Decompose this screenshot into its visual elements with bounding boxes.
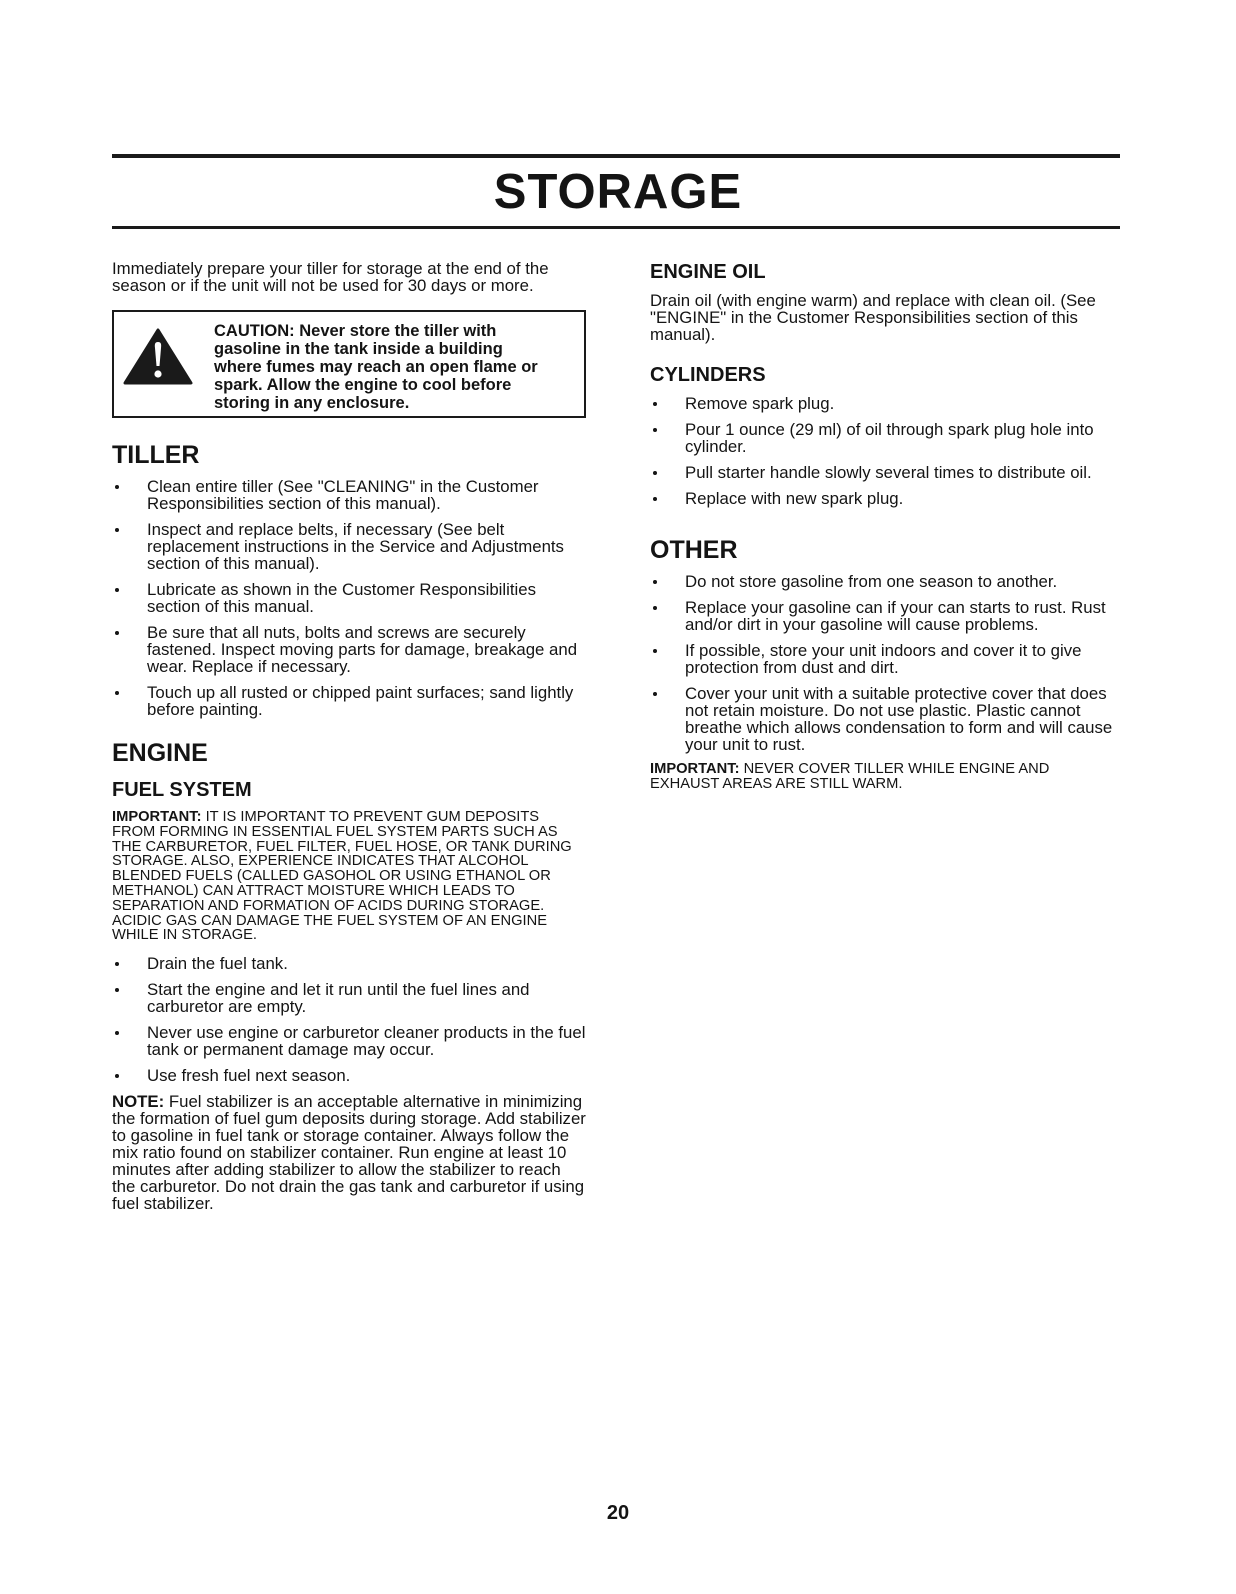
list-item: Pour 1 ounce (29 ml) of oil through spark plug hole into cylinder. (650, 421, 1122, 455)
list-item: If possible, store your unit indoors and cover it to give protection from dust and dirt. (650, 642, 1122, 676)
fuel-note-paragraph (112, 1093, 586, 1212)
list-item: Use fresh fuel next season. (112, 1067, 586, 1084)
fuel-system-heading: FUEL SYSTEM (112, 779, 252, 801)
left-column (112, 260, 586, 1212)
page-title: STORAGE (493, 165, 743, 219)
page-number: 20 (606, 1502, 630, 1524)
fuel-important-paragraph (112, 810, 586, 943)
list-item: Never use engine or carburetor cleaner products in the fuel tank or permanent damage may occur. (112, 1024, 586, 1058)
important-label: IMPORTANT: (650, 761, 740, 777)
engine-oil-paragraph: Drain oil (with engine warm) and replace with clean oil. (See "ENGINE" in the Customer Responsibilities section of this manual). (650, 291, 1096, 344)
warning-triangle-icon (122, 326, 194, 386)
engine-oil-heading: ENGINE OIL (650, 261, 766, 283)
list-item: Do not store gasoline from one season to another. (650, 573, 1122, 590)
note-text: Fuel stabilizer is an acceptable alternative in minimizing the formation of fuel gum deposits during storage. Add stabilizer to gasoline in fuel tank or storage container. Always follow the mix ratio found on stabilizer container. Run engine at least 10 minutes after adding stabilizer to allow the stabilizer to reach the carburetor. Do not drain the gas tank and carburetor if using fuel stabilizer. (112, 1092, 586, 1214)
intro-paragraph: Immediately prepare your tiller for storage at the end of the season or if the unit will not be used for 30 days or more. (112, 259, 549, 295)
list-item: Cover your unit with a suitable protective cover that does not retain moisture. Do not use plastic. Plastic cannot breathe which allows condensation to form and will cause your unit to rust. (650, 685, 1122, 753)
caution-text: CAUTION: Never store the tiller with gasoline in the tank inside a building where fumes may reach an open flame or spark. Allow the engine to cool before storing in any enclosure. (214, 322, 538, 412)
list-item: Clean entire tiller (See "CLEANING" in the Customer Responsibilities section of this manual). (112, 478, 586, 512)
list-item: Lubricate as shown in the Customer Responsibilities section of this manual. (112, 581, 586, 615)
list-item: Drain the fuel tank. (112, 955, 586, 972)
fuel-system-list (112, 955, 586, 1084)
list-item: Inspect and replace belts, if necessary (See belt replacement instructions in the Service and Adjustments section of this manual). (112, 521, 586, 572)
other-heading: OTHER (650, 536, 738, 564)
header-rule-bottom (112, 226, 1120, 229)
important-text: IT IS IMPORTANT TO PREVENT GUM DEPOSITS FROM FORMING IN ESSENTIAL FUEL SYSTEM PARTS SUCH AS THE CARBURETOR, FUEL FILTER, FUEL HOSE, OR TANK DURING STORAGE. ALSO, EXPERIENCE INDICATES THAT ALCOHOL BLENDED FUELS (CALLED GASOHOL OR USING ETHANOL OR METHANOL) CAN ATTRACT MOISTURE WHICH LEADS TO SEPARATION AND FORMATION OF ACIDS DURING STORAGE. ACIDIC GAS CAN DAMAGE THE FUEL SYSTEM OF AN ENGINE WHILE IN STORAGE. (112, 809, 572, 944)
list-item: Pull starter handle slowly several times to distribute oil. (650, 464, 1122, 481)
caution-box (112, 310, 586, 418)
list-item: Replace your gasoline can if your can starts to rust. Rust and/or dirt in your gasoline will cause problems. (650, 599, 1122, 633)
cylinders-heading: CYLINDERS (650, 364, 766, 386)
right-column (650, 260, 1122, 804)
list-item: Remove spark plug. (650, 395, 1122, 412)
list-item: Touch up all rusted or chipped paint surfaces; sand lightly before painting. (112, 684, 586, 718)
important-label: IMPORTANT: (112, 809, 202, 825)
header-rule-top (112, 154, 1120, 158)
cylinders-list (650, 395, 1122, 507)
list-item: Start the engine and let it run until the fuel lines and carburetor are empty. (112, 981, 586, 1015)
other-important-paragraph (650, 762, 1122, 792)
other-list (650, 573, 1122, 753)
tiller-heading: TILLER (112, 441, 200, 469)
list-item: Replace with new spark plug. (650, 490, 1122, 507)
tiller-list (112, 478, 586, 718)
note-label: NOTE: (112, 1092, 165, 1112)
important-text: NEVER COVER TILLER WHILE ENGINE AND EXHAUST AREAS ARE STILL WARM. (650, 761, 1050, 792)
engine-heading: ENGINE (112, 739, 208, 767)
list-item: Be sure that all nuts, bolts and screws are securely fastened. Inspect moving parts for damage, breakage and wear. Replace if necessary. (112, 624, 586, 675)
